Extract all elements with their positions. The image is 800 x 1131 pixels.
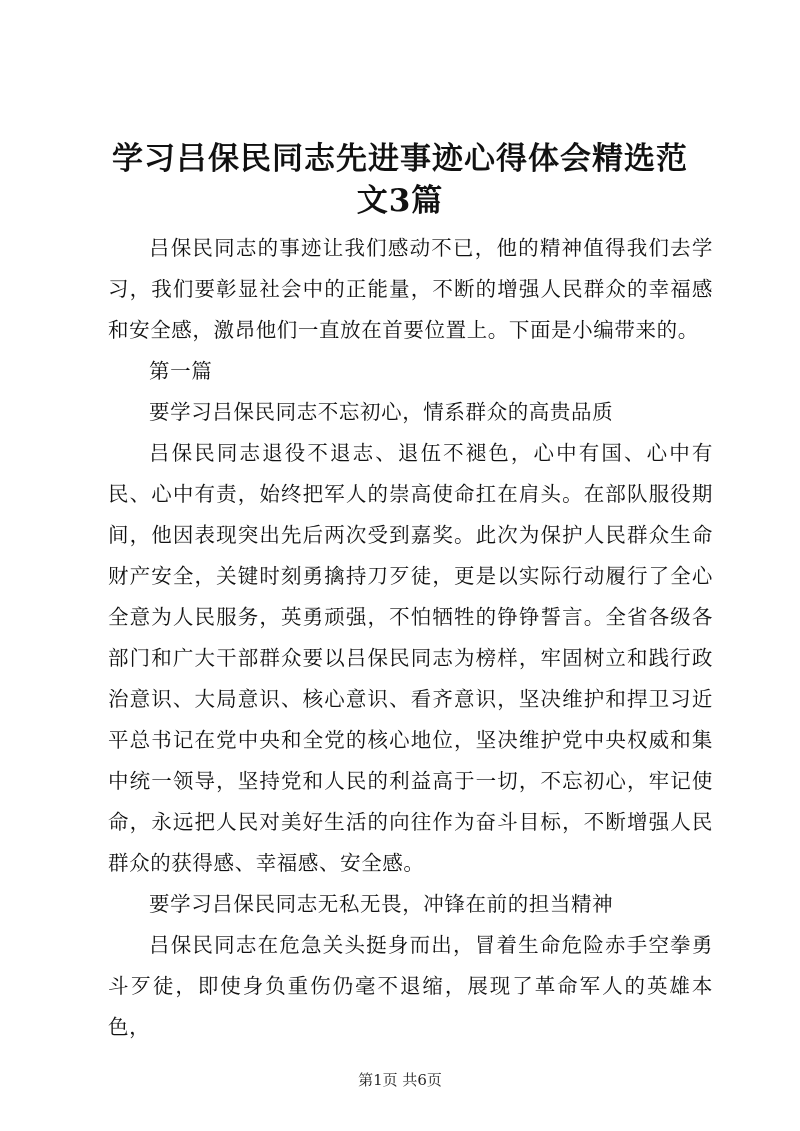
document-title: 学习吕保民同志先进事迹心得体会精选范文3篇 — [112, 141, 688, 219]
document-body — [108, 228, 713, 1048]
section-heading-1: 要学习吕保民同志不忘初心，情系群众的高贵品质 — [149, 400, 614, 424]
section-label: 第一篇 — [149, 359, 213, 383]
intro-paragraph: 吕保民同志的事迹让我们感动不已，他的精神值得我们去学习，我们要彰显社会中的正能量，不断的增强人民群众的幸福感和安全感，激昂他们一直放在首要位置上。下面是小编带来的。 — [108, 236, 713, 342]
body-paragraph-1: 吕保民同志退役不退志、退伍不褪色，心中有国、心中有民、心中有责，始终把军人的崇高使命扛在肩头。在部队服役期间，他因表现突出先后两次受到嘉奖。此次为保护人民群众生命财产安全，关键时刻勇擒持刀歹徒，更是以实际行动履行了全心全意为人民服务，英勇顽强，不怕牺牲的铮铮誓言。全省各级各部门和广大干部群众要以吕保民同志为榜样，牢固树立和践行政治意识、大局意识、核心意识、看齐意识，坚决维护和捍卫习近平总书记在党中央和全党的核心地位，坚决维护党中央权威和集中统一领导，坚持党和人民的利益高于一切，不忘初心，牢记使命，永远把人民对美好生活的向往作为奋斗目标，不断增强人民群众的获得感、幸福感、安全感。 — [108, 441, 713, 875]
section-heading-2: 要学习吕保民同志无私无畏，冲锋在前的担当精神 — [149, 892, 614, 916]
page-footer: 第1页 共6页 — [358, 1071, 442, 1089]
body-paragraph-2: 吕保民同志在危急关头挺身而出，冒着生命危险赤手空拳勇斗歹徒，即使身负重伤仍毫不退缩，展现了革命军人的英雄本色， — [108, 933, 713, 1039]
